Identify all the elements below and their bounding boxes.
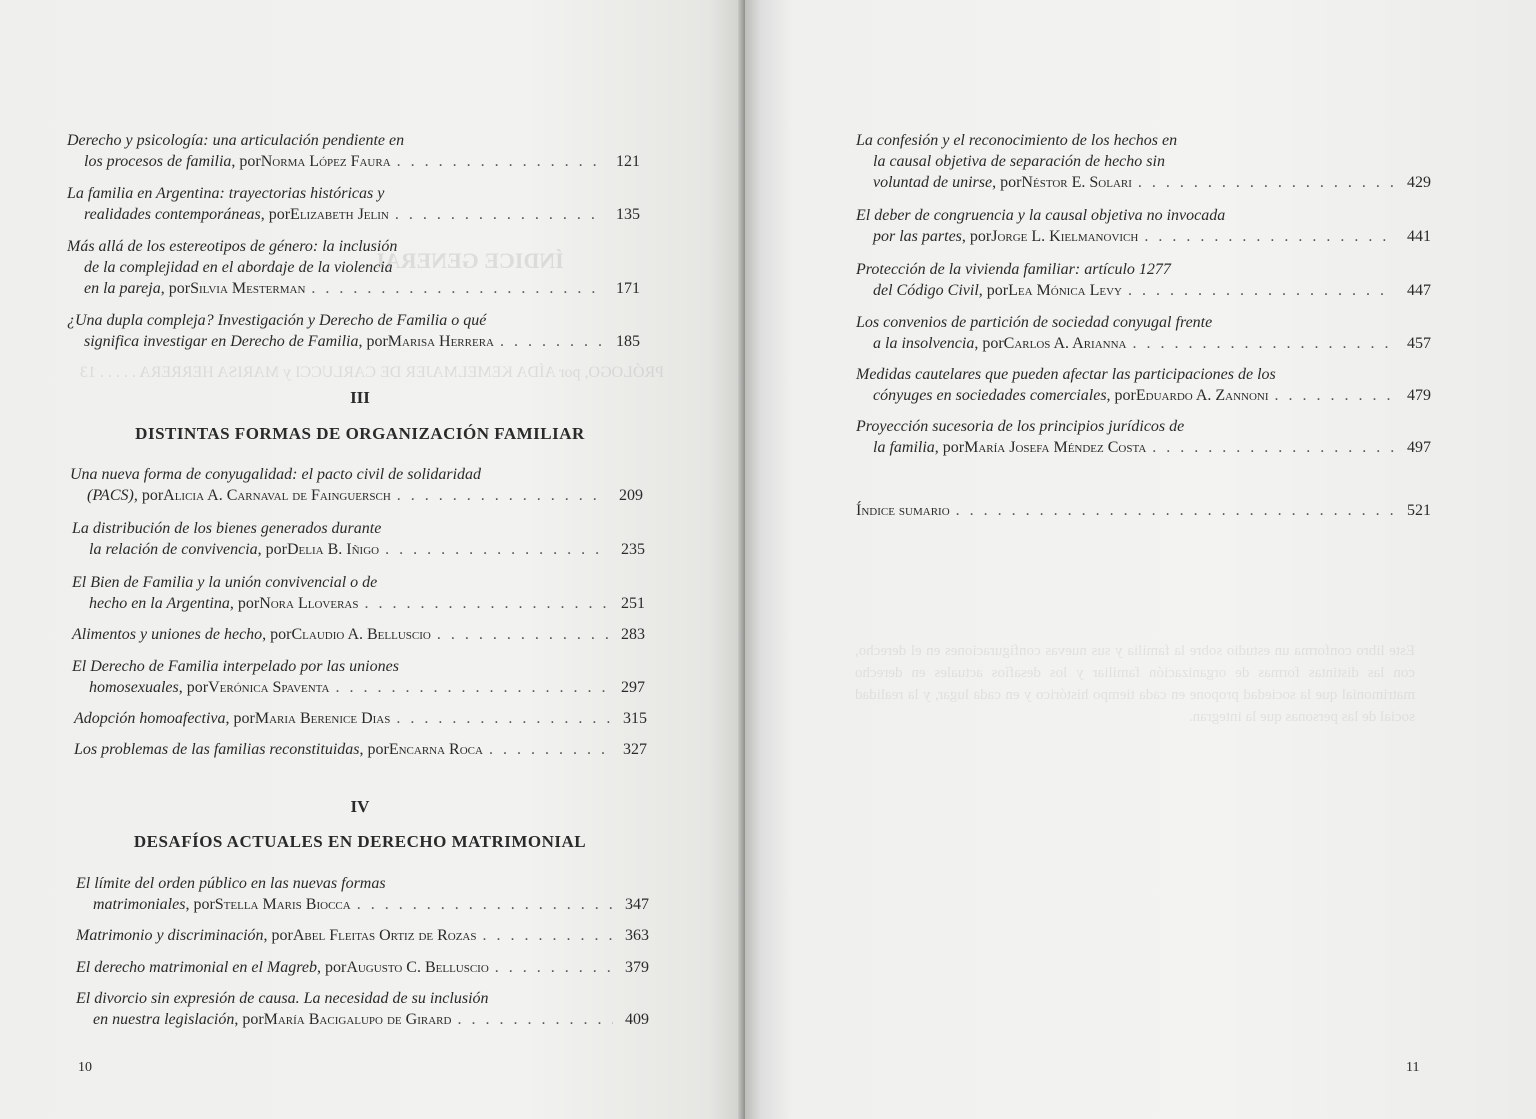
toc-author: Norma López Faura [260, 153, 391, 170]
toc-page-number: 429 [1407, 174, 1431, 191]
dot-leader [483, 925, 614, 946]
toc-title-line: Matrimonio y discriminación [76, 927, 264, 944]
toc-title-line: La distribución de los bienes generados durante [72, 520, 382, 537]
toc-title-line: de la complejidad en el abordaje de la violencia [84, 259, 393, 276]
toc-author: Alicia A. Carnaval de Fainguersch [163, 487, 391, 504]
by-connector: , por [260, 206, 291, 223]
toc-entry[interactable] [76, 873, 649, 915]
toc-title-line: Una nueva forma de conyugalidad: el pacto civil de solidaridad [70, 466, 482, 483]
toc-author: María Bacigalupo de Girard [263, 1011, 452, 1028]
by-connector: , por [262, 626, 292, 643]
toc-author: María Josefa Méndez Costa [964, 439, 1147, 456]
dot-leader [311, 278, 604, 299]
toc-title-line: Los problemas de las familias reconstituidas [74, 741, 360, 758]
toc-author: Lea Mónica Levy [1008, 282, 1122, 299]
page-folio: 10 [78, 1060, 92, 1075]
dot-leader [364, 593, 609, 614]
toc-entry[interactable] [67, 183, 640, 225]
toc-title-line: La familia en Argentina: trayectorias históricas y [67, 185, 385, 202]
toc-title-line: los procesos de familia [84, 153, 232, 170]
toc-entry[interactable] [856, 259, 1431, 301]
toc-page-number: 135 [616, 206, 640, 223]
by-connector: , por [263, 927, 293, 944]
toc-author: Néstor E. Solari [1021, 174, 1132, 191]
toc-page-number: 297 [621, 679, 645, 696]
by-connector: , por [225, 710, 255, 727]
toc-entry[interactable] [72, 624, 645, 645]
by-connector: , por [160, 280, 191, 297]
toc-title-line: ¿Una dupla compleja? Investigación y Derecho de Familia o qué [67, 312, 487, 329]
dot-leader [489, 739, 611, 760]
by-connector: , por [133, 487, 164, 504]
toc-author: Silvia Mesterman [190, 280, 306, 297]
dot-leader [956, 500, 1395, 521]
dot-leader [397, 151, 604, 172]
toc-entry[interactable] [72, 518, 645, 560]
toc-page-number: 251 [621, 595, 645, 612]
toc-title-line: homosexuales [89, 679, 179, 696]
dot-leader [385, 539, 609, 560]
by-connector: , por [974, 335, 1004, 352]
toc-title-line: voluntad de unirse [873, 174, 993, 191]
toc-page-number: 283 [621, 626, 645, 643]
toc-title-line: El deber de congruencia y la causal objetiva no invocada [856, 207, 1226, 224]
dot-leader [437, 624, 609, 645]
dot-leader [1138, 172, 1395, 193]
toc-entry[interactable] [67, 130, 640, 172]
dot-leader [397, 485, 607, 506]
toc-title-line: El Derecho de Familia interpelado por las uniones [72, 658, 399, 675]
toc-title-line: Más allá de los estereotipos de género: la inclusión [67, 238, 398, 255]
by-connector: , por [234, 1011, 264, 1028]
toc-entry[interactable] [856, 130, 1431, 193]
toc-entry[interactable] [74, 739, 647, 760]
toc-title-line: la relación de convivencia [89, 541, 258, 558]
toc-title-line: del Código Civil [873, 282, 979, 299]
toc-title-line: realidades contemporáneas [84, 206, 261, 223]
section-title: DESAFÍOS ACTUALES EN DERECHO MATRIMONIAL [133, 832, 587, 851]
toc-entry[interactable] [856, 312, 1431, 354]
toc-page-number: 327 [623, 741, 647, 758]
toc-author: Abel Fleitas Ortiz de Rozas [292, 927, 477, 944]
toc-author: Nora Lloveras [259, 595, 359, 612]
dot-leader [1128, 280, 1395, 301]
toc-entry[interactable] [76, 988, 649, 1030]
toc-page-number: 315 [623, 710, 647, 727]
by-connector: , por [992, 174, 1022, 191]
toc-page-number: 363 [625, 927, 649, 944]
toc-entry[interactable] [70, 464, 643, 506]
toc-author: Claudio A. Belluscio [291, 626, 431, 643]
by-connector: , por [185, 896, 215, 913]
dot-leader [396, 708, 611, 729]
toc-page-number: 441 [1407, 228, 1431, 245]
by-connector: , por [961, 228, 992, 245]
toc-entry[interactable] [76, 957, 649, 978]
toc-title-line: Proyección sucesoria de los principios jurídicos de [856, 418, 1185, 435]
toc-page-number: 379 [625, 959, 649, 976]
index-label: Índice sumario [856, 502, 950, 519]
page-folio: 11 [1406, 1060, 1420, 1075]
toc-page-number: 447 [1407, 282, 1431, 299]
toc-page-number: 409 [625, 1011, 649, 1028]
toc-title-line: El divorcio sin expresión de causa. La necesidad de su inclusión [76, 990, 489, 1007]
by-connector: , por [978, 282, 1009, 299]
toc-title-line: Alimentos y uniones de hecho [72, 626, 263, 643]
toc-author: Verónica Spaventa [208, 679, 330, 696]
toc-entry[interactable] [76, 925, 649, 946]
show-through-text: Este libro conforma un estudio sobre la familia y sus nuevas configuraciones en el derecho, con las distintas formas de organización familiar y los desafíos actuales en derecho matrimonial que la sociedad propone en cada tiempo histórico y en cada lugar, y la realidad social de las personas que la integran. [855, 643, 1415, 725]
toc-title-line: Los convenios de partición de sociedad conyugal frente [856, 314, 1213, 331]
dot-leader [1133, 333, 1396, 354]
toc-author: Jorge L. Kielmanovich [991, 228, 1139, 245]
dot-leader [357, 894, 613, 915]
toc-title-line: significa investigar en Derecho de Familia [84, 333, 359, 350]
toc-entry[interactable] [856, 416, 1431, 458]
toc-title-line: la familia [873, 439, 935, 456]
toc-page-number: 209 [619, 487, 643, 504]
show-through-text: PRÓLOGO, por AÍDA KEMELMAJER DE CARLUCCI y MARISA HERRERA . . . . . 13 [80, 364, 665, 381]
toc-author: Eduardo A. Zannoni [1135, 387, 1269, 404]
left-page [0, 0, 745, 1119]
toc-title-line: la causal objetiva de separación de hecho sin [873, 153, 1165, 170]
section-number: III [350, 388, 370, 407]
toc-author: Carlos A. Arianna [1003, 335, 1127, 352]
dot-leader [500, 331, 604, 352]
toc-page-number: 235 [621, 541, 645, 558]
by-connector: , por [316, 959, 347, 976]
toc-author: Augusto C. Belluscio [346, 959, 489, 976]
toc-entry[interactable] [67, 310, 640, 352]
toc-author: Encarna Roca [388, 741, 483, 758]
dot-leader [457, 1009, 613, 1030]
toc-page-number: 121 [616, 153, 640, 170]
dot-leader [1144, 226, 1395, 247]
toc-title-line: El límite del orden público en las nuevas formas [76, 875, 386, 892]
toc-entry[interactable] [74, 708, 647, 729]
toc-entry-index[interactable] [856, 500, 1431, 521]
toc-title-line: Medidas cautelares que pueden afectar las participaciones de los [856, 366, 1276, 383]
toc-entry[interactable] [856, 364, 1431, 406]
section-title: DISTINTAS FORMAS DE ORGANIZACIÓN FAMILIAR [135, 424, 585, 443]
toc-title-line: en nuestra legislación [93, 1011, 235, 1028]
by-connector: , por [231, 153, 261, 170]
toc-page-number: 171 [616, 280, 640, 297]
toc-title-line: Protección de la vivienda familiar: artículo 1277 [856, 261, 1171, 278]
toc-author: Elizabeth Jelin [290, 206, 389, 223]
dot-leader [335, 677, 609, 698]
toc-title-line: Adopción homoafectiva [74, 710, 226, 727]
toc-author: Maria Berenice Dias [254, 710, 391, 727]
dot-leader [1275, 385, 1395, 406]
by-connector: , por [934, 439, 965, 456]
by-connector: , por [359, 741, 389, 758]
toc-author: Delia B. Iñigo [287, 541, 380, 558]
toc-title-line: (PACS) [87, 487, 134, 504]
toc-title-line: cónyuges en sociedades comerciales [873, 387, 1107, 404]
toc-entry[interactable] [67, 236, 640, 299]
toc-page-number: 185 [616, 333, 640, 350]
section-number: IV [350, 797, 370, 816]
toc-title-line: en la pareja [84, 280, 161, 297]
by-connector: , por [358, 333, 388, 350]
by-connector: , por [178, 679, 209, 696]
toc-title-line: a la insolvencia [873, 335, 975, 352]
by-connector: , por [257, 541, 287, 558]
toc-entry[interactable] [856, 205, 1431, 247]
toc-title-line: El Bien de Familia y la unión convivencial o de [72, 574, 378, 591]
dot-leader [1152, 437, 1395, 458]
toc-page-number: 457 [1407, 335, 1431, 352]
toc-title-line: hecho en la Argentina [89, 595, 230, 612]
toc-page-number: 497 [1407, 439, 1431, 456]
toc-entry[interactable] [72, 572, 645, 614]
toc-entry[interactable] [72, 656, 645, 698]
toc-title-line: El derecho matrimonial en el Magreb [76, 959, 317, 976]
toc-author: Stella Maris Biocca [214, 896, 351, 913]
toc-page-number: 521 [1407, 502, 1431, 519]
right-page [745, 0, 1536, 1119]
toc-author: Marisa Herrera [387, 333, 494, 350]
toc-title-line: La confesión y el reconocimiento de los hechos en [856, 132, 1178, 149]
toc-page-number: 479 [1407, 387, 1431, 404]
dot-leader [495, 957, 613, 978]
toc-title-line: matrimoniales [93, 896, 186, 913]
dot-leader [395, 204, 604, 225]
show-through-heading: ÍNDICE GENERAL [370, 248, 564, 273]
by-connector: , por [229, 595, 260, 612]
toc-title-line: Derecho y psicología: una articulación pendiente en [67, 132, 405, 149]
by-connector: , por [1106, 387, 1136, 404]
toc-page-number: 347 [625, 896, 649, 913]
toc-title-line: por las partes [873, 228, 962, 245]
